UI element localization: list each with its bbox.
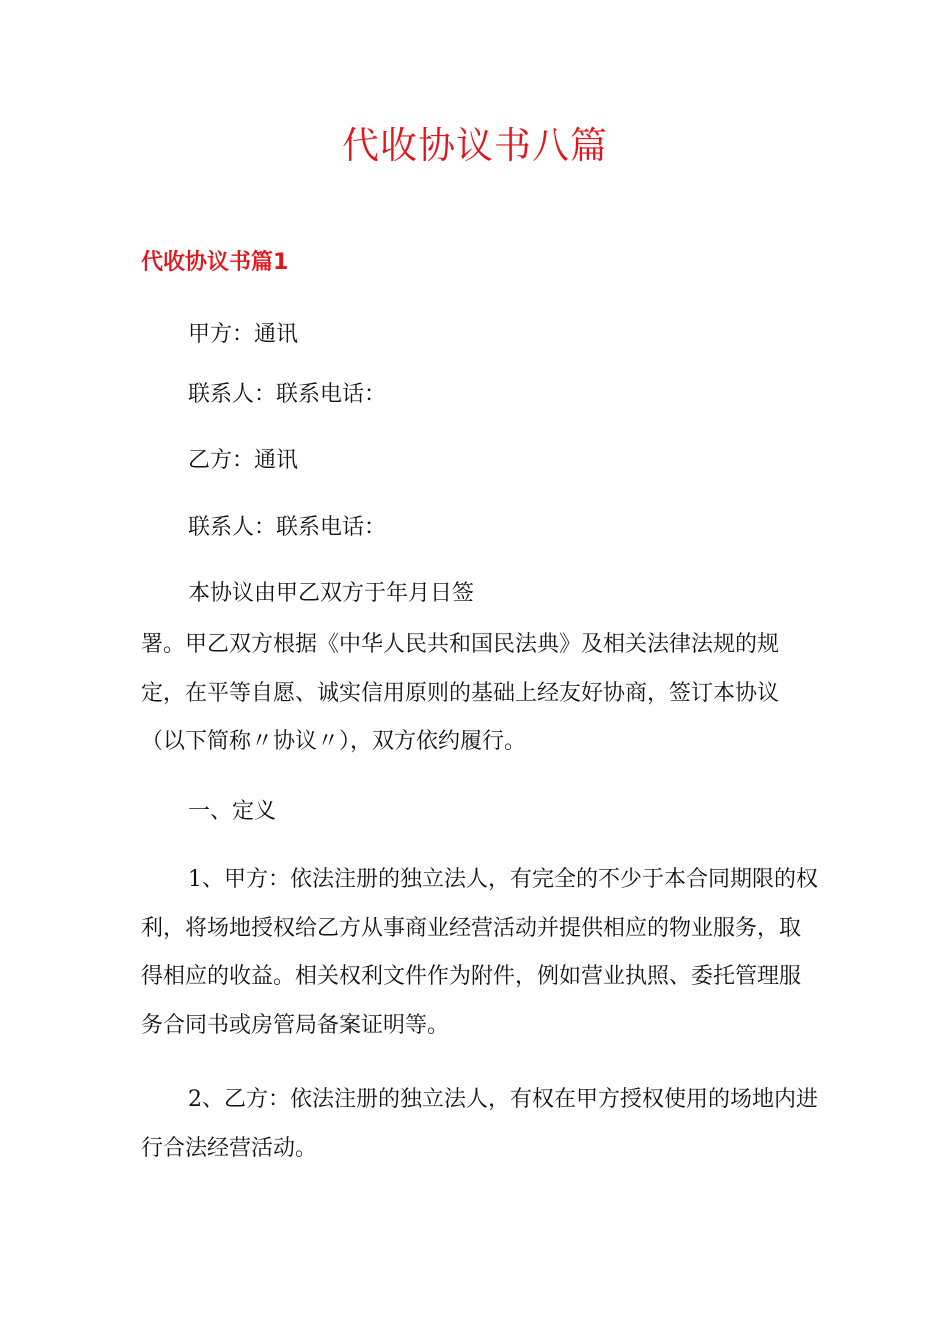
document-title: 代收协议书八篇: [342, 124, 608, 167]
intro-paragraph-body: 署。甲乙双方根据《中华人民共和国民法典》及相关法律法规的规定，在平等自愿、诚实信用原则的基础上经友好协商，签订本协议（以下简称〃协议〃），双方依约履行。: [141, 632, 780, 754]
contact-b-line: 联系人：联系电话：: [188, 515, 387, 540]
definition-item-1: 1、甲方：依法注册的独立法人，有完全的不少于本合同期限的权利，将场地授权给乙方从事商业经营活动并提供相应的物业服务，取得相应的收益。相关权利文件作为附件，例如营业执照、委托管理服务合同书或房管局备案证明等。: [141, 867, 818, 1038]
section-title: 代收协议书篇1: [141, 250, 289, 275]
party-b-line: 乙方：通讯: [188, 448, 299, 473]
party-a-line: 甲方：通讯: [188, 322, 299, 347]
definition-item-2: 2、乙方：依法注册的独立法人，有权在甲方授权使用的场地内进行合法经营活动。: [141, 1087, 818, 1161]
definition-heading: 一、定义: [188, 799, 277, 824]
contact-a-line: 联系人：联系电话：: [188, 382, 387, 407]
intro-paragraph-line1: 本协议由甲乙双方于年月日签: [188, 581, 475, 606]
